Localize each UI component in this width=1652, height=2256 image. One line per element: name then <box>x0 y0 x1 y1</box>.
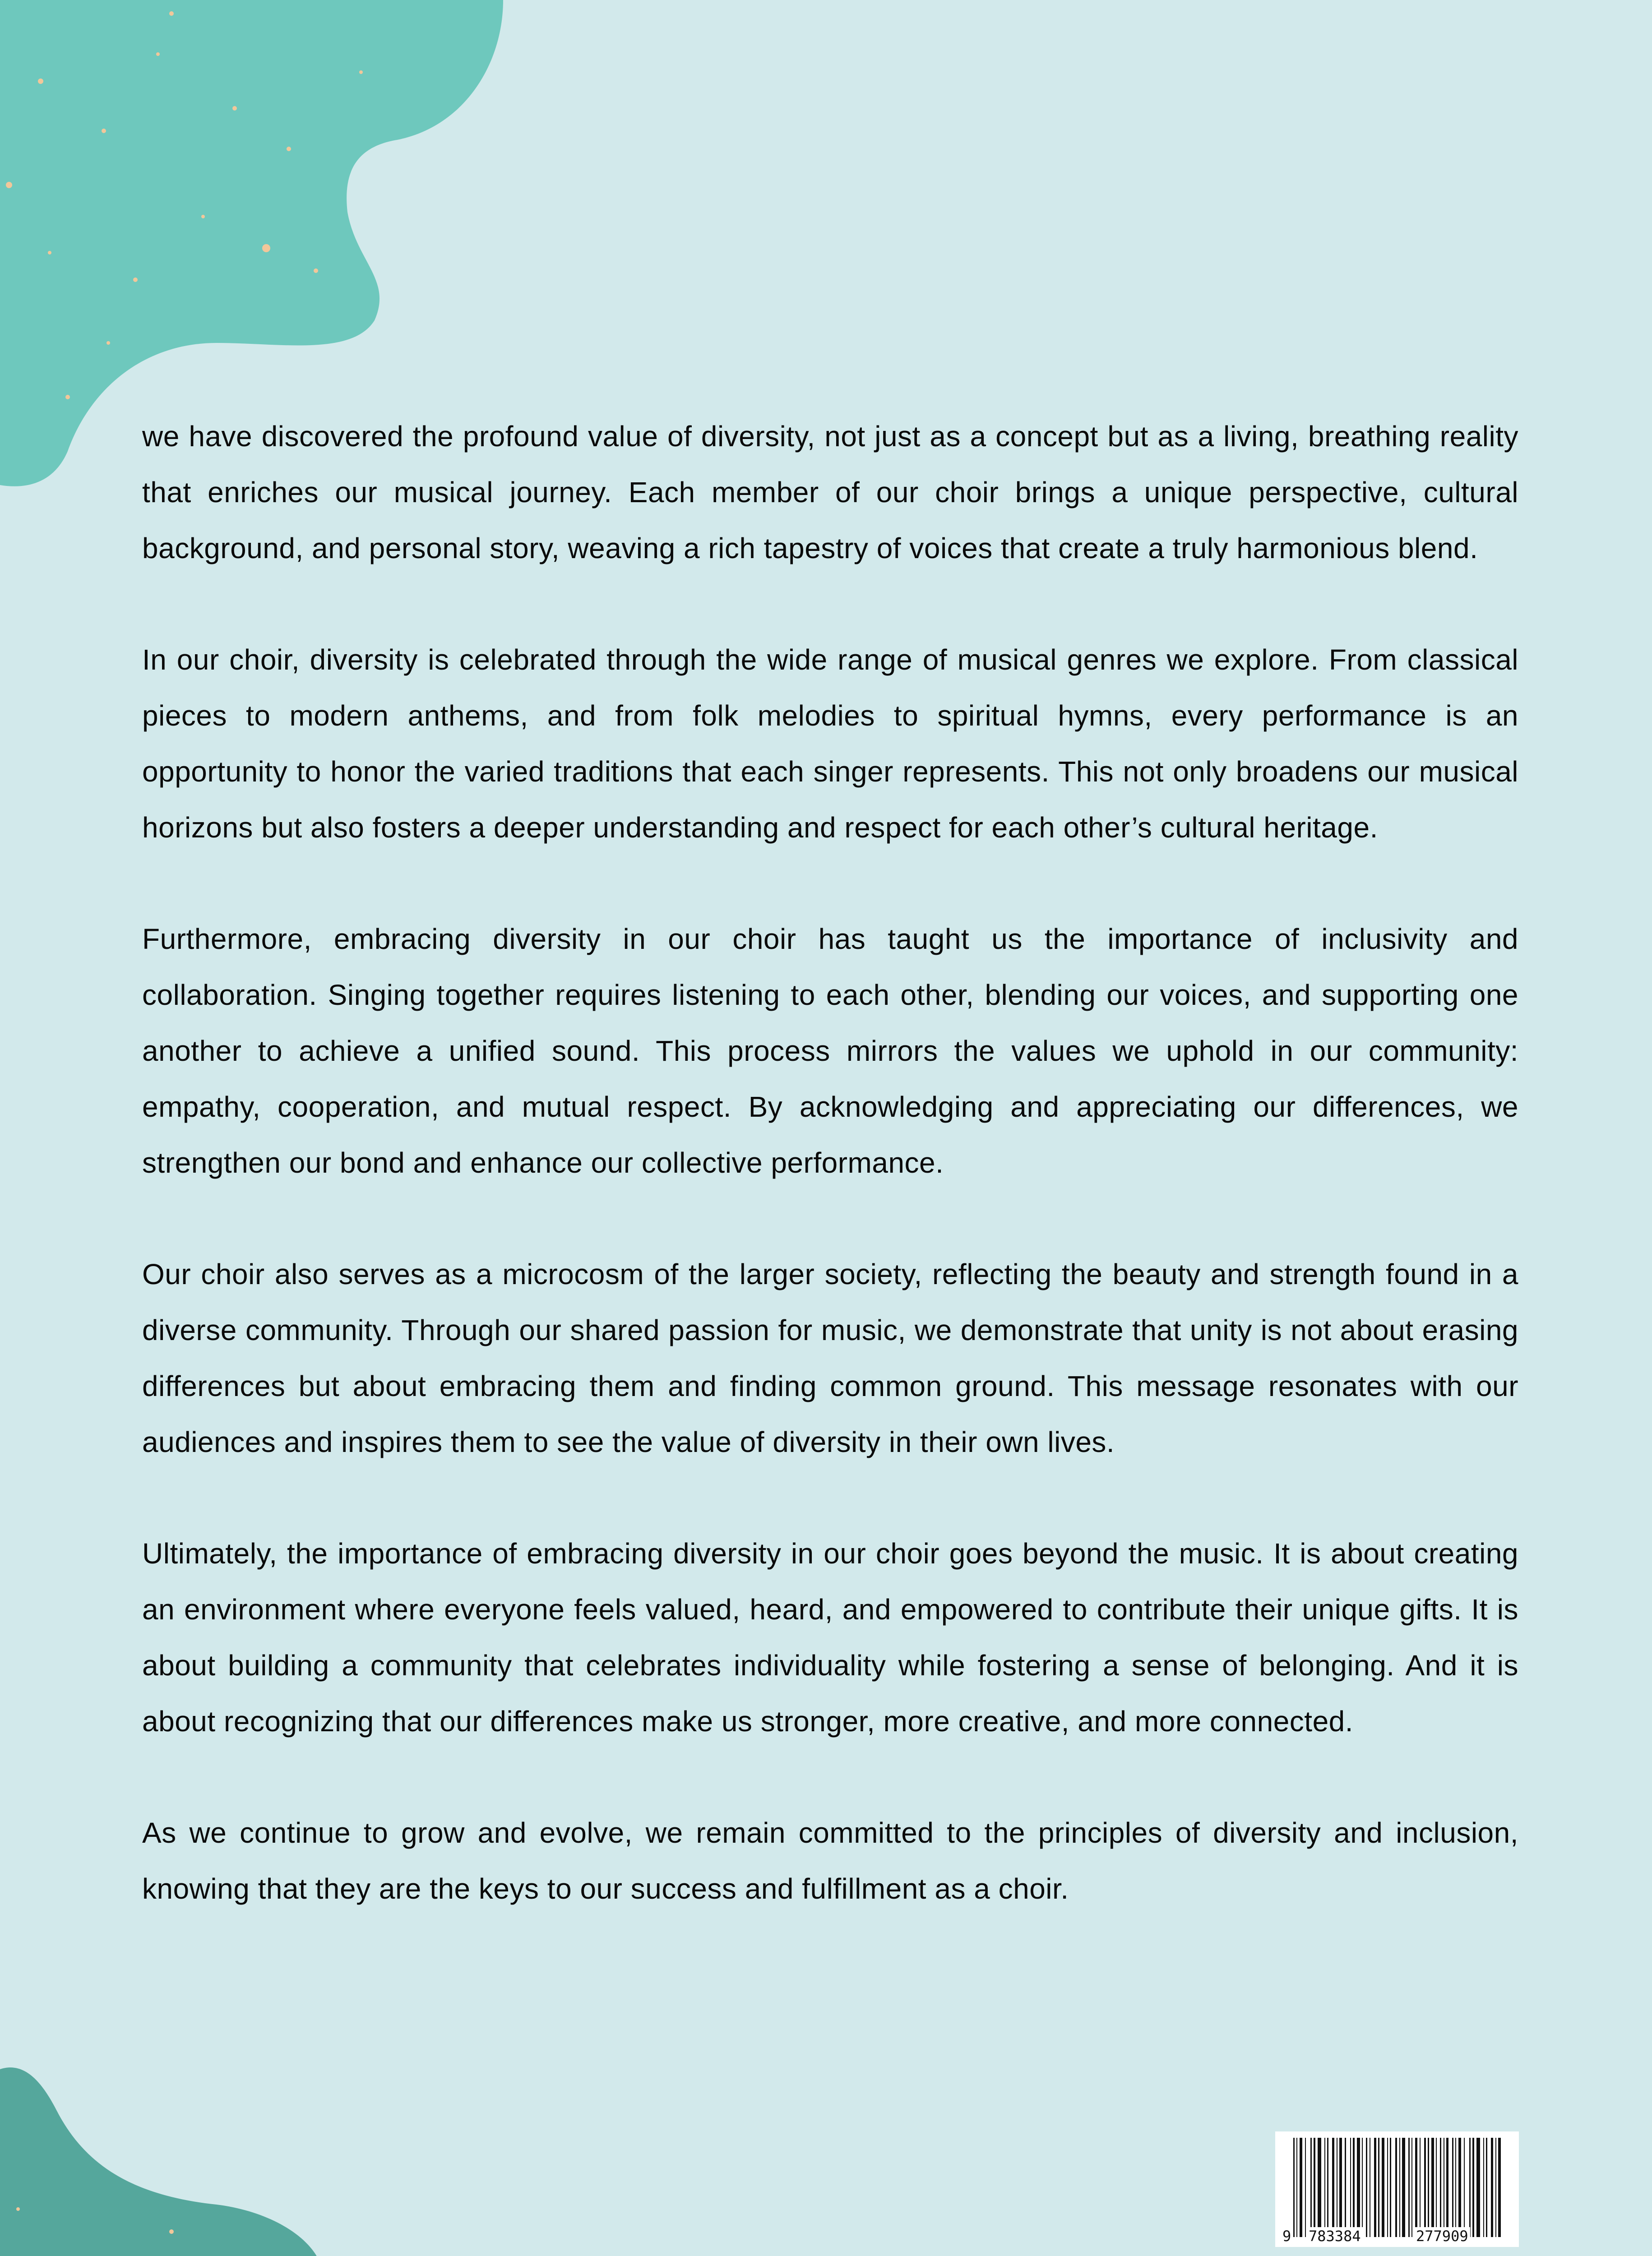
barcode-bar <box>1402 2138 1405 2237</box>
barcode-bar <box>1395 2138 1397 2237</box>
barcode-bar <box>1366 2138 1367 2237</box>
barcode-bar <box>1452 2138 1453 2237</box>
barcode-bar <box>1464 2138 1465 2237</box>
barcode-bar <box>1300 2138 1302 2237</box>
paragraph-4: Our choir also serves as a microcosm of the larger society, reflecting the beauty and strength found in a diverse community. Through our shared passion for music, we demonstrate that unity is not about erasing differences but about embracing them and finding common ground. This message resonates with our audiences and inspires them to see the value of diversity in their own lives. <box>142 1258 1518 1458</box>
barcode-bar <box>1458 2138 1461 2237</box>
barcode-bar <box>1469 2138 1471 2237</box>
barcode-bar <box>1491 2138 1493 2237</box>
barcode-bar <box>1411 2138 1412 2237</box>
barcode-bar <box>1440 2138 1441 2237</box>
barcode-bar <box>1332 2138 1334 2237</box>
barcode-bar <box>1374 2138 1376 2237</box>
barcode-bar <box>1498 2138 1501 2237</box>
barcode-bar <box>1387 2138 1388 2237</box>
barcode-bar <box>1362 2138 1363 2237</box>
barcode-bar <box>1293 2138 1295 2237</box>
barcode-bar <box>1455 2138 1456 2237</box>
barcode-bar <box>1436 2138 1437 2237</box>
barcode-bar <box>1310 2138 1312 2237</box>
barcode-bar <box>1353 2138 1355 2237</box>
barcode-bar <box>1382 2138 1384 2237</box>
barcode-bar <box>1420 2138 1421 2237</box>
barcode-bar <box>1408 2138 1410 2237</box>
barcode-bar <box>1350 2138 1351 2237</box>
barcode-bar <box>1314 2138 1315 2237</box>
barcode-bar <box>1324 2138 1325 2237</box>
barcode-bar <box>1318 2138 1321 2237</box>
body-text <box>142 408 1518 1972</box>
barcode-bar <box>1446 2138 1448 2237</box>
barcode-digit-prefix: 9 <box>1281 2227 1293 2245</box>
barcode-bar <box>1486 2138 1487 2237</box>
barcode-bar <box>1378 2138 1379 2237</box>
barcode-bar <box>1399 2138 1400 2237</box>
barcode-bar <box>1424 2138 1426 2237</box>
barcode-bar <box>1483 2138 1484 2237</box>
barcode-bar <box>1415 2138 1417 2237</box>
paragraph-2: In our choir, diversity is celebrated through the wide range of musical genres we explore. From classical pieces to modern anthems, and from folk melodies to spiritual hymns, every performance is an opportunity to honor the varied traditions that each singer represents. This not only broadens our musical horizons but also fosters a deeper understanding and respect for each other’s cultural heritage. <box>142 643 1518 844</box>
isbn-barcode <box>1275 2131 1519 2247</box>
barcode-bar <box>1472 2138 1474 2237</box>
barcode-bar <box>1296 2138 1297 2237</box>
decorative-blob-bottom <box>0 2060 496 2256</box>
barcode-bar <box>1476 2138 1480 2237</box>
barcode-digit-right: 277909 <box>1414 2227 1470 2245</box>
barcode-bar <box>1431 2138 1434 2237</box>
barcode-bar <box>1305 2138 1306 2237</box>
barcode-bar <box>1327 2138 1328 2237</box>
paragraph-6: As we continue to grow and evolve, we remain committed to the principles of diversity and inclusion, knowing that they are the keys to our success and fulfillment as a choir. <box>142 1817 1518 1905</box>
paragraph-1: we have discovered the profound value of diversity, not just as a concept but as a living, breathing reality that enriches our musical journey. Each member of our choir brings a unique perspective, cultural background, and personal story, weaving a rich tapestry of voices that create a truly harmonious blend. <box>142 420 1518 564</box>
paragraph-3: Furthermore, embracing diversity in our choir has taught us the importance of inclusivity and collaboration. Singing together requires listening to each other, blending our voices, and supporting one another to achieve a unified sound. This process mirrors the values we uphold in our community: empathy, cooperation, and mutual respect. By acknowledging and appreciating our differences, we strengthen our bond and enhance our collective performance. <box>142 923 1518 1179</box>
barcode-digits <box>1275 2227 1519 2245</box>
barcode-bar <box>1357 2138 1360 2237</box>
barcode-bar <box>1428 2138 1429 2237</box>
barcode-bar <box>1339 2138 1342 2237</box>
barcode-bar <box>1495 2138 1496 2237</box>
paragraph-5: Ultimately, the importance of embracing diversity in our choir goes beyond the music. It is about creating an environment where everyone feels valued, heard, and empowered to contribute their unique gifts. It is about building a community that celebrates individuality while fostering a sense of belonging. And it is about recognizing that our differences make us stronger, more creative, and more connected. <box>142 1537 1518 1738</box>
barcode-digit-left: 783384 <box>1307 2227 1363 2245</box>
barcode-bar <box>1345 2138 1346 2237</box>
barcode-bar <box>1390 2138 1391 2237</box>
